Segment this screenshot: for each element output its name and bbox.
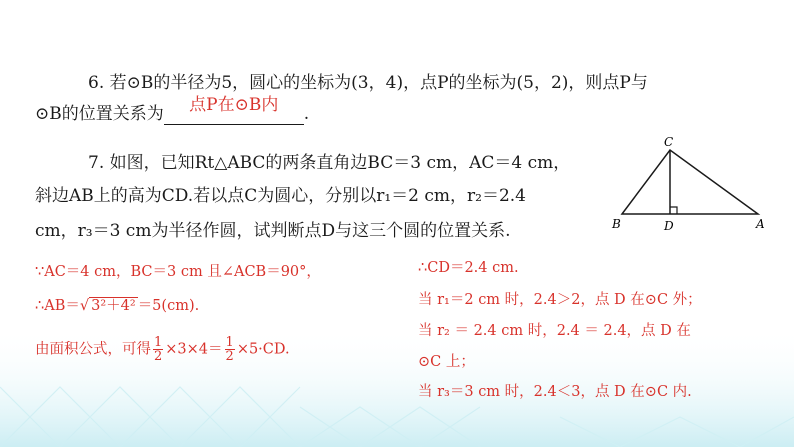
solution-right-line-3: 当 r₂ ＝ 2.4 cm 时，2.4 ＝ 2.4，点 D 在: [418, 323, 691, 339]
solution-left-line-2-pre: ∴AB＝: [35, 298, 80, 314]
solution-left-line-3-pre: 由面积公式，可得: [35, 341, 151, 358]
question-6-prompt: ⊙B的位置关系为: [35, 104, 164, 124]
triangle-figure: [600, 132, 780, 237]
question-6-line-1: 6. 若⊙B的半径为5，圆心的坐标为(3，4)，点P的坐标为(5，2)，则点P与: [88, 73, 648, 93]
solution-left-line-3-mid: ×3×4＝: [165, 341, 223, 358]
label-c: C: [664, 135, 674, 149]
solution-left-line-1: ∵AC＝4 cm，BC＝3 cm 且∠ACB＝90°，: [35, 264, 321, 280]
solution-left-line-2: [35, 296, 199, 316]
solution-left-line-2-post: ＝5(cm).: [137, 298, 200, 314]
fraction-2-numerator: 1: [225, 335, 234, 350]
question-6-period: .: [303, 104, 310, 124]
question-7-line-1: 7. 如图，已知Rt△ABC的两条直角边BC＝3 cm，AC＝4 cm，: [88, 153, 571, 173]
solution-left-line-3: [35, 336, 290, 363]
triangle-abc: [622, 150, 758, 214]
solution-right-line-2: 当 r₁＝2 cm 时，2.4＞2，点 D 在⊙C 外；: [418, 292, 702, 308]
fraction-1-numerator: 1: [154, 335, 163, 350]
fraction-1-denominator: 2: [154, 349, 163, 364]
fraction-2: [225, 336, 235, 363]
sqrt-expression: √ 3²＋4²: [79, 298, 136, 314]
right-angle-mark: [670, 207, 677, 214]
label-a: A: [756, 217, 765, 231]
sqrt-radicand: 3²＋4²: [91, 298, 136, 314]
question-7-line-3: cm，r₃＝3 cm为半径作圆，试判断点D与这三个圆的位置关系.: [35, 221, 511, 241]
solution-right-line-4: ⊙C 上；: [418, 354, 475, 370]
solution-right-line-1: ∴CD＝2.4 cm.: [418, 260, 519, 276]
answer-text: 点P在⊙B内: [189, 95, 279, 115]
solution-right-line-5: 当 r₃＝3 cm 时，2.4＜3，点 D 在⊙C 内.: [418, 384, 692, 400]
answer-blank[interactable]: [164, 95, 304, 125]
question-7-line-2: 斜边AB上的高为CD.若以点C为圆心，分别以r₁＝2 cm，r₂＝2.4: [35, 186, 526, 206]
label-d: D: [664, 219, 674, 233]
solution-left-line-3-post: ×5·CD.: [236, 341, 290, 358]
fraction-2-denominator: 2: [225, 349, 234, 364]
question-6-line-2: [35, 95, 310, 125]
fraction-1: [153, 336, 163, 363]
label-b: B: [612, 217, 621, 231]
